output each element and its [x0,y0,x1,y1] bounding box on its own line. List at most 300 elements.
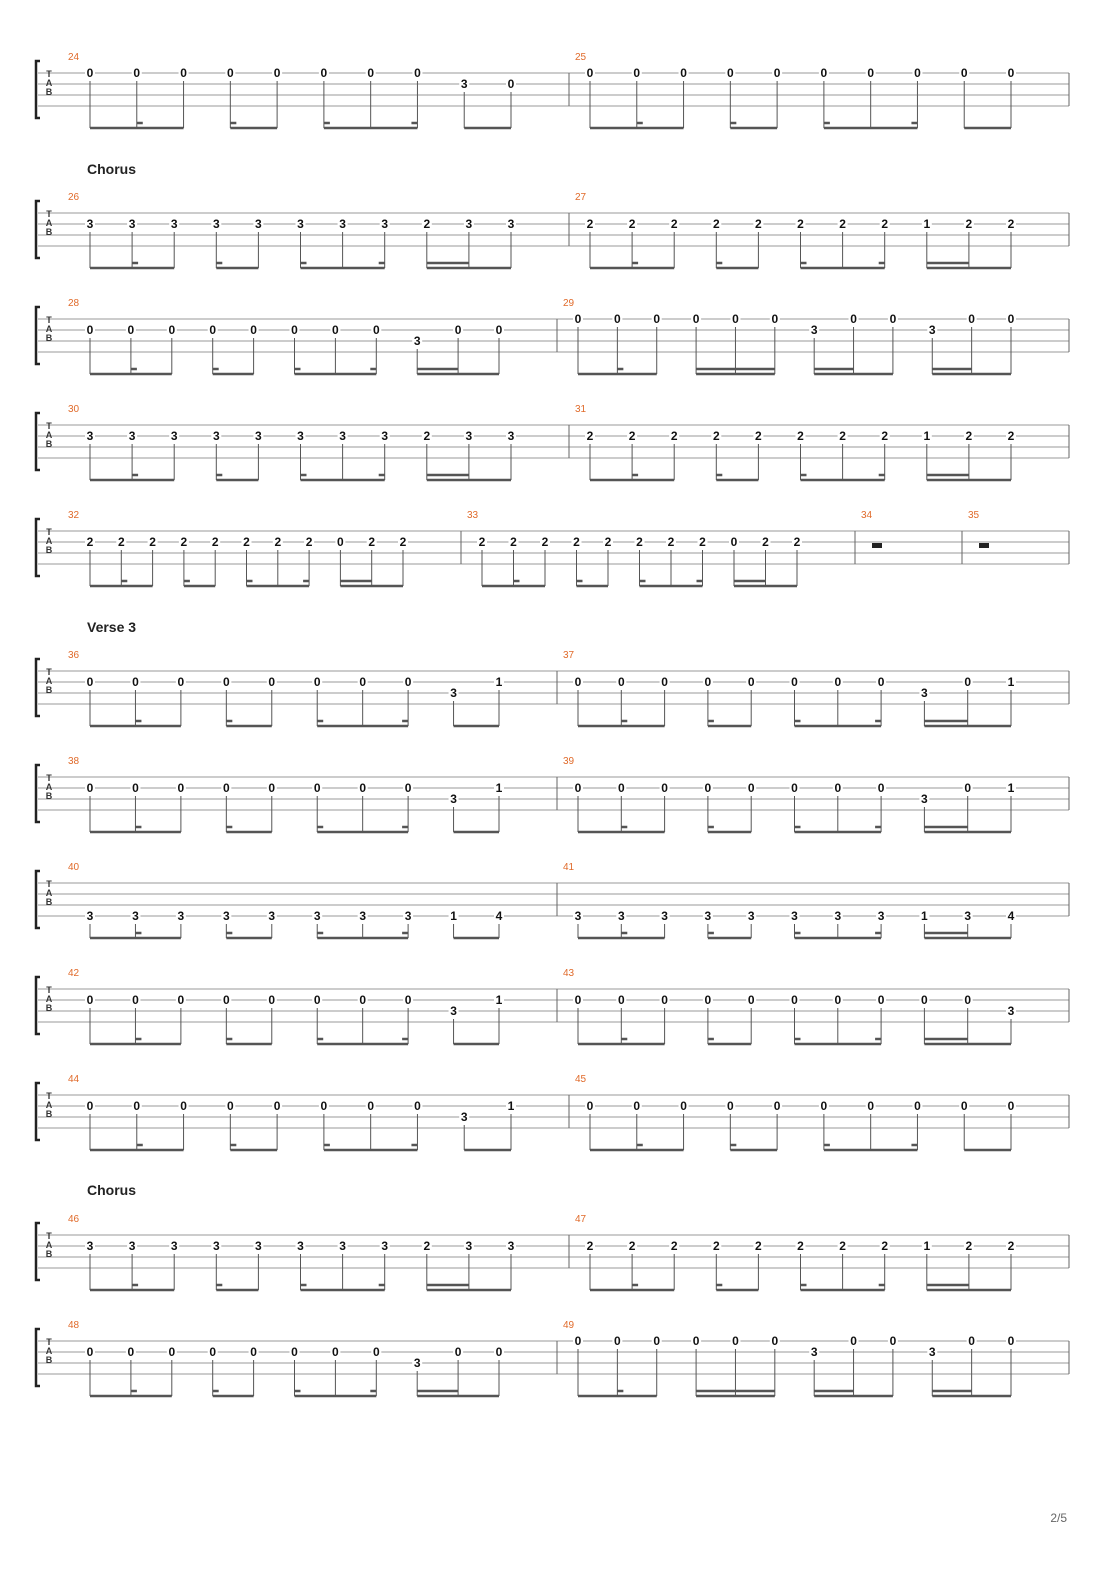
fret-number: 0 [704,993,712,1007]
system-bracket [36,765,40,822]
fret-number: 3 [297,217,304,231]
fret-number: 2 [881,217,889,231]
fret-number: 0 [633,1099,641,1113]
fret-number: 2 [628,217,636,231]
measure-number: 37 [563,650,575,661]
fret-number: 0 [914,66,921,80]
fret-number: 0 [574,781,582,795]
fret-number: 3 [450,792,457,806]
fret-number: 0 [86,66,94,80]
tab-clef-letter: A [45,676,53,686]
fret-number: 0 [372,1345,380,1359]
fret-number: 0 [968,1334,975,1348]
fret-number: 2 [793,535,801,549]
tab-clef-letter: A [45,888,53,898]
fret-number: 0 [414,66,421,80]
fret-number: 0 [1007,1099,1015,1113]
fret-number: 0 [791,993,798,1007]
fret-number: 3 [212,429,220,443]
fret-number: 2 [712,217,720,231]
tab-clef-letter: A [45,782,53,792]
fret-number: 0 [661,675,668,689]
measure-number: 42 [68,968,80,979]
fret-number: 2 [839,1239,846,1253]
fret-number: 2 [670,1239,678,1253]
fret-number: 2 [180,535,188,549]
measure-number: 46 [68,1214,80,1225]
fret-number: 2 [586,429,594,443]
fret-number: 0 [574,1334,582,1348]
fret-number: 0 [359,993,367,1007]
fret-number: 0 [586,66,594,80]
fret-number: 3 [465,429,473,443]
fret-number: 0 [964,675,972,689]
tab-clef-letter: B [45,87,53,97]
fret-number: 0 [268,675,276,689]
fret-number: 1 [923,429,931,443]
fret-number: 0 [914,1099,921,1113]
fret-number: 1 [495,781,503,795]
tab-clef-letter: B [45,333,53,343]
fret-number: 3 [877,909,885,923]
fret-number: 3 [507,1239,515,1253]
fret-number: 0 [771,1334,779,1348]
fret-number: 0 [507,77,515,91]
fret-number: 2 [423,429,431,443]
fret-number: 0 [168,1345,176,1359]
tab-clef-letter: T [46,421,52,431]
fret-number: 3 [381,429,389,443]
fret-number: 3 [170,217,178,231]
fret-number: 0 [617,993,625,1007]
fret-number: 2 [423,217,431,231]
section-label: Verse 3 [87,619,137,635]
fret-number: 0 [291,1345,298,1359]
tab-clef-letter: T [46,1337,52,1347]
fret-number: 3 [177,909,185,923]
fret-number: 0 [726,1099,734,1113]
fret-number: 0 [889,1334,897,1348]
fret-number: 0 [692,1334,700,1348]
fret-number: 2 [573,535,580,549]
fret-number: 0 [680,66,687,80]
section-label: Chorus [87,1182,136,1198]
fret-number: 2 [797,429,804,443]
half-rest [979,543,989,548]
fret-number: 0 [730,535,738,549]
measure-number: 34 [861,510,873,521]
fret-number: 0 [313,675,321,689]
fret-number: 3 [810,1345,818,1359]
fret-number: 0 [495,1345,503,1359]
fret-number: 0 [964,781,972,795]
fret-number: 3 [465,1239,473,1253]
tab-clef-letter: T [46,1091,52,1101]
fret-number: 0 [180,66,187,80]
fret-number: 0 [773,1099,781,1113]
fret-number: 3 [460,77,468,91]
fret-number: 3 [212,217,220,231]
fret-number: 0 [222,675,230,689]
tab-clef-letter: A [45,994,53,1004]
fret-number: 2 [670,217,678,231]
fret-number: 2 [423,1239,431,1253]
fret-number: 0 [850,312,857,326]
fret-number: 2 [628,1239,636,1253]
fret-number: 2 [667,535,675,549]
fret-number: 3 [928,1345,936,1359]
fret-number: 0 [653,1334,661,1348]
measure-number: 25 [575,52,587,63]
tab-clef-letter: T [46,1231,52,1241]
fret-number: 0 [791,781,798,795]
fret-number: 0 [614,312,621,326]
fret-number: 2 [881,1239,889,1253]
fret-number: 2 [604,535,612,549]
fret-number: 2 [628,429,636,443]
fret-number: 0 [692,312,700,326]
tab-clef-letter: A [45,324,53,334]
fret-number: 1 [1007,781,1015,795]
fret-number: 3 [128,217,136,231]
tab-clef-letter: B [45,1355,53,1365]
fret-number: 4 [1007,909,1015,923]
fret-number: 0 [968,312,975,326]
fret-number: 3 [834,909,842,923]
tab-clef-letter: A [45,1240,53,1250]
fret-number: 0 [404,781,412,795]
tab-clef-letter: B [45,791,53,801]
fret-number: 0 [180,1099,187,1113]
fret-number: 2 [755,1239,762,1253]
fret-number: 3 [128,429,136,443]
fret-number: 2 [762,535,769,549]
fret-number: 3 [791,909,798,923]
fret-number: 3 [128,1239,136,1253]
fret-number: 3 [465,217,473,231]
fret-number: 3 [921,686,928,700]
tab-clef-letter: B [45,685,53,695]
fret-number: 0 [732,312,739,326]
measure-number: 44 [68,1074,80,1085]
half-rest [872,543,882,548]
fret-number: 2 [1007,429,1015,443]
fret-number: 2 [399,535,407,549]
fret-number: 3 [170,429,178,443]
fret-number: 0 [222,993,230,1007]
measure-number: 38 [68,756,80,767]
fret-number: 0 [680,1099,687,1113]
fret-number: 3 [297,429,304,443]
fret-number: 0 [834,675,842,689]
fret-number: 1 [921,909,928,923]
fret-number: 0 [359,675,367,689]
fret-number: 0 [320,66,328,80]
fret-number: 2 [586,1239,594,1253]
fret-number: 0 [617,675,625,689]
measure-number: 36 [68,650,80,661]
fret-number: 3 [170,1239,178,1253]
fret-number: 0 [209,1345,217,1359]
fret-number: 0 [867,66,875,80]
measure-number: 48 [68,1320,80,1331]
fret-number: 0 [414,1099,421,1113]
fret-number: 2 [305,535,313,549]
measure-number: 47 [575,1214,587,1225]
fret-number: 0 [704,675,712,689]
fret-number: 0 [633,66,641,80]
fret-number: 0 [367,66,375,80]
tab-clef-letter: T [46,773,52,783]
fret-number: 0 [313,993,321,1007]
fret-number: 0 [921,993,928,1007]
fret-number: 0 [132,781,139,795]
fret-number: 0 [574,312,582,326]
fret-number: 0 [337,535,344,549]
tab-clef-letter: A [45,536,53,546]
fret-number: 0 [732,1334,739,1348]
fret-number: 3 [704,909,712,923]
fret-number: 0 [132,675,139,689]
system-bracket [36,413,40,470]
fret-number: 3 [222,909,230,923]
tab-clef-letter: A [45,1346,53,1356]
fret-number: 2 [797,1239,804,1253]
system-bracket [36,519,40,576]
fret-number: 3 [921,792,928,806]
fret-number: 0 [86,675,94,689]
fret-number: 0 [320,1099,328,1113]
fret-number: 0 [661,993,668,1007]
fret-number: 3 [381,217,389,231]
measure-number: 28 [68,298,80,309]
fret-number: 3 [450,1004,457,1018]
measure-number: 29 [563,298,575,309]
fret-number: 1 [923,217,931,231]
fret-number: 0 [960,66,968,80]
fret-number: 0 [747,781,755,795]
fret-number: 0 [86,781,94,795]
fret-number: 3 [617,909,625,923]
fret-number: 0 [574,675,582,689]
fret-number: 0 [586,1099,594,1113]
system-bracket [36,201,40,258]
fret-number: 3 [86,217,94,231]
fret-number: 3 [507,217,515,231]
fret-number: 3 [507,429,515,443]
fret-number: 3 [964,909,972,923]
tab-clef-letter: T [46,527,52,537]
fret-number: 0 [617,781,625,795]
fret-number: 0 [367,1099,375,1113]
fret-number: 3 [359,909,367,923]
fret-number: 3 [297,1239,304,1253]
fret-number: 0 [372,323,380,337]
fret-number: 0 [574,993,582,1007]
fret-number: 2 [712,429,720,443]
measure-number: 49 [563,1320,575,1331]
tab-clef-letter: T [46,69,52,79]
fret-number: 2 [274,535,282,549]
fret-number: 3 [381,1239,389,1253]
fret-number: 0 [332,323,339,337]
fret-number: 1 [495,675,503,689]
fret-number: 3 [460,1110,468,1124]
fret-number: 0 [226,66,234,80]
fret-number: 0 [614,1334,621,1348]
fret-number: 3 [339,1239,346,1253]
measure-number: 35 [968,510,980,521]
fret-number: 2 [149,535,156,549]
fret-number: 0 [877,781,885,795]
measure-number: 43 [563,968,575,979]
fret-number: 0 [850,1334,857,1348]
fret-number: 3 [313,909,321,923]
measure-number: 40 [68,862,80,873]
measure-number: 30 [68,404,80,415]
fret-number: 2 [368,535,376,549]
fret-number: 0 [250,323,257,337]
system-bracket [36,1083,40,1140]
fret-number: 0 [820,66,828,80]
fret-number: 0 [454,323,462,337]
fret-number: 0 [960,1099,968,1113]
system-bracket [36,1329,40,1386]
fret-number: 0 [268,781,276,795]
fret-number: 2 [881,429,889,443]
fret-number: 2 [755,217,762,231]
tab-clef-letter: A [45,218,53,228]
fret-number: 1 [923,1239,931,1253]
fret-number: 4 [495,909,503,923]
fret-number: 0 [86,1345,94,1359]
fret-number: 0 [820,1099,828,1113]
measure-number: 33 [467,510,479,521]
system-bracket [36,61,40,118]
tab-clef-letter: T [46,985,52,995]
tab-clef-letter: B [45,1109,53,1119]
fret-number: 3 [810,323,818,337]
measure-number: 24 [68,52,80,63]
tab-clef-letter: B [45,1003,53,1013]
fret-number: 0 [1007,66,1015,80]
fret-number: 0 [291,323,298,337]
fret-number: 0 [132,993,139,1007]
fret-number: 0 [404,993,412,1007]
tab-clef-letter: T [46,209,52,219]
section-label: Chorus [87,161,136,177]
fret-number: 2 [965,1239,973,1253]
fret-number: 2 [478,535,486,549]
fret-number: 3 [255,217,262,231]
fret-number: 0 [661,781,668,795]
fret-number: 0 [495,323,503,337]
fret-number: 0 [747,993,755,1007]
fret-number: 1 [495,993,503,1007]
fret-number: 0 [273,1099,281,1113]
fret-number: 3 [255,1239,262,1253]
measure-number: 39 [563,756,575,767]
fret-number: 3 [339,217,346,231]
fret-number: 0 [834,781,842,795]
fret-number: 2 [670,429,678,443]
fret-number: 0 [268,993,276,1007]
fret-number: 0 [889,312,897,326]
fret-number: 3 [86,909,94,923]
tab-clef-letter: T [46,879,52,889]
fret-number: 3 [661,909,668,923]
fret-number: 0 [133,66,141,80]
fret-number: 1 [507,1099,515,1113]
fret-number: 0 [771,312,779,326]
fret-number: 2 [510,535,517,549]
measure-number: 45 [575,1074,587,1085]
fret-number: 3 [413,1356,421,1370]
fret-number: 0 [226,1099,234,1113]
fret-number: 0 [867,1099,875,1113]
fret-number: 0 [273,66,281,80]
fret-number: 2 [1007,1239,1015,1253]
fret-number: 1 [1007,675,1015,689]
fret-number: 3 [255,429,262,443]
fret-number: 2 [712,1239,720,1253]
system-bracket [36,871,40,928]
fret-number: 0 [177,993,185,1007]
fret-number: 2 [636,535,643,549]
measure-number: 27 [575,192,587,203]
fret-number: 0 [877,993,885,1007]
measure-number: 26 [68,192,80,203]
fret-number: 0 [653,312,661,326]
fret-number: 0 [127,323,135,337]
fret-number: 2 [586,217,594,231]
fret-number: 3 [450,686,457,700]
fret-number: 0 [454,1345,462,1359]
fret-number: 0 [222,781,230,795]
tab-clef-letter: A [45,430,53,440]
fret-number: 2 [699,535,706,549]
tab-clef-letter: B [45,1249,53,1259]
system-bracket [36,659,40,716]
tab-clef-letter: A [45,78,53,88]
fret-number: 2 [541,535,549,549]
tab-clef-letter: B [45,227,53,237]
fret-number: 2 [86,535,94,549]
fret-number: 0 [177,675,185,689]
fret-number: 0 [964,993,972,1007]
fret-number: 0 [209,323,217,337]
measure-number: 41 [563,862,575,873]
fret-number: 3 [404,909,412,923]
fret-number: 0 [133,1099,141,1113]
tab-clef-letter: B [45,897,53,907]
fret-number: 2 [839,217,846,231]
fret-number: 0 [86,1099,94,1113]
fret-number: 0 [127,1345,135,1359]
fret-number: 1 [450,909,457,923]
measure-number: 31 [575,404,587,415]
fret-number: 0 [177,781,185,795]
fret-number: 2 [211,535,219,549]
tab-clef-letter: B [45,439,53,449]
fret-number: 0 [877,675,885,689]
fret-number: 3 [268,909,276,923]
fret-number: 0 [86,323,94,337]
tab-clef-letter: A [45,1100,53,1110]
fret-number: 2 [755,429,762,443]
fret-number: 2 [1007,217,1015,231]
fret-number: 3 [413,334,421,348]
